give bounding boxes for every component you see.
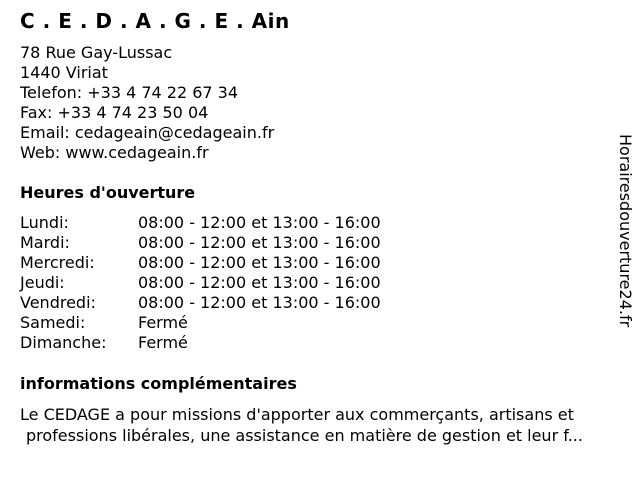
hours-row	[20, 213, 381, 233]
hours-row	[20, 273, 381, 293]
website-link[interactable]: Web: www.cedageain.fr	[20, 143, 209, 162]
hours-day: Vendredi:	[20, 293, 96, 312]
hours-time: 08:00 - 12:00 et 13:00 - 16:00	[138, 273, 381, 292]
email-address[interactable]: Email: cedageain@cedageain.fr	[20, 123, 275, 142]
business-name: C . E . D . A . G . E . Ain	[20, 9, 290, 33]
hours-day: Samedi:	[20, 313, 86, 332]
contact-block	[20, 43, 274, 163]
description-text	[20, 404, 632, 446]
hours-day: Mardi:	[20, 233, 70, 252]
hours-row	[20, 333, 381, 353]
hours-time: 08:00 - 12:00 et 13:00 - 16:00	[138, 253, 381, 272]
hours-heading: Heures d'ouverture	[20, 183, 196, 202]
hours-day: Mercredi:	[20, 253, 95, 272]
hours-day: Dimanche:	[20, 333, 107, 352]
info-heading: informations complémentaires	[20, 374, 297, 393]
hours-time: Fermé	[138, 333, 188, 352]
address-street: 78 Rue Gay-Lussac	[20, 43, 173, 62]
phone-number[interactable]: Telefon: +33 4 74 22 67 34	[20, 83, 239, 102]
hours-time: 08:00 - 12:00 et 13:00 - 16:00	[138, 233, 381, 252]
hours-table	[20, 213, 381, 353]
hours-time: 08:00 - 12:00 et 13:00 - 16:00	[138, 213, 381, 232]
description-line: professions libérales, une assistance en matière de gestion et leur f...	[26, 426, 583, 445]
hours-time: Fermé	[138, 313, 188, 332]
hours-day: Lundi:	[20, 213, 69, 232]
hours-row	[20, 253, 381, 273]
hours-day: Jeudi:	[20, 273, 65, 292]
hours-time: 08:00 - 12:00 et 13:00 - 16:00	[138, 293, 381, 312]
fax-number: Fax: +33 4 74 23 50 04	[20, 103, 209, 122]
hours-row	[20, 233, 381, 253]
hours-row	[20, 293, 381, 313]
description-line: Le CEDAGE a pour missions d'apporter aux commerçants, artisans et	[20, 405, 574, 424]
address-city: 1440 Viriat	[20, 63, 108, 82]
hours-row	[20, 313, 381, 333]
site-watermark: Horairesdouverture24.fr	[616, 134, 635, 328]
